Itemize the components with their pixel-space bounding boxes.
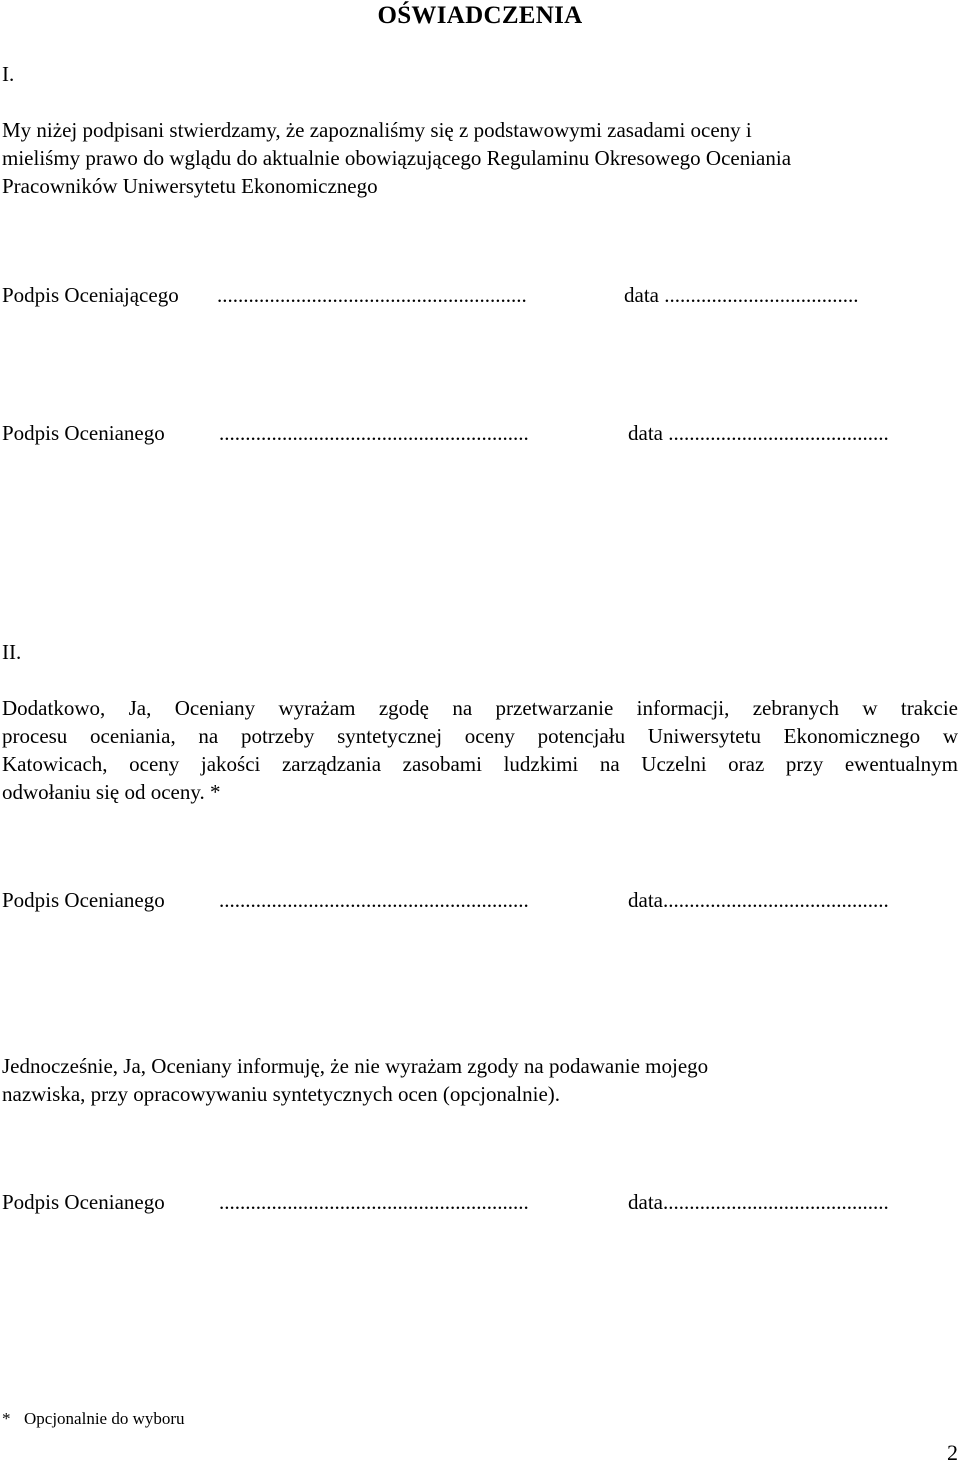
paragraph-line: procesu oceniania, na potrzeby syntetycznej oceny potencjału Uniwersytetu Ekonomicznego w xyxy=(2,724,958,748)
signature-line-opt-out[interactable]: ........................................................... xyxy=(219,1190,529,1214)
paragraph-line: Jednocześnie, Ja, Oceniany informuję, że nie wyrażam zgody na podawanie mojego xyxy=(2,1054,709,1078)
paragraph-line: Dodatkowo, Ja, Oceniany wyrażam zgodę na przetwarzanie informacji, zebranych w trakcie xyxy=(2,696,958,720)
date-field-evaluator[interactable] xyxy=(624,283,858,308)
date-label: data ............... xyxy=(628,421,747,445)
paragraph-line: nazwiska, przy opracowywaniu syntetycznych ocen (opcjonalnie). xyxy=(2,1082,561,1106)
signature-line-evaluator[interactable]: ........................................................... xyxy=(217,283,527,307)
date-dots: ...................... xyxy=(742,283,859,307)
section-1-number: I. xyxy=(2,62,15,86)
signature-line-evaluated[interactable]: ........................................................... xyxy=(219,421,529,445)
paragraph-line: My niżej podpisani stwierdzamy, że zapoznaliśmy się z podstawowymi zasadami oceny i xyxy=(2,118,752,142)
section-2-number: II. xyxy=(2,640,22,664)
section-1-paragraph xyxy=(2,116,958,200)
date-field-opt-out[interactable]: data........................................... xyxy=(628,1190,889,1214)
signature-label-consent: Podpis Ocenianego xyxy=(2,888,165,912)
paragraph-line: Katowicach, oceny jakości zarządzania zasobami ludzkimi na Uczelni oraz przy ewentualnym xyxy=(2,752,958,776)
date-field-consent[interactable]: data........................................... xyxy=(628,888,889,912)
signature-label-opt-out: Podpis Ocenianego xyxy=(2,1190,165,1214)
signature-label-evaluated: Podpis Ocenianego xyxy=(2,421,165,445)
page-title: OŚWIADCZENIA xyxy=(377,2,583,29)
footnote-text: Opcjonalnie do wyboru xyxy=(24,1409,185,1428)
paragraph-line: mieliśmy prawo do wglądu do aktualnie obowiązującego Regulaminu Okresowego Oceniania xyxy=(2,146,792,170)
paragraph-line: Pracowników Uniwersytetu Ekonomicznego xyxy=(2,174,378,198)
date-field-evaluated[interactable] xyxy=(628,421,889,446)
footnote xyxy=(2,1409,185,1429)
date-dots: ........................... xyxy=(746,421,889,445)
date-label: data ............... xyxy=(624,283,743,307)
signature-line-consent[interactable]: ........................................................... xyxy=(219,888,529,912)
footnote-marker: * xyxy=(2,1409,11,1428)
paragraph-line: odwołaniu się od oceny. * xyxy=(2,780,221,804)
section-2-opt-out-paragraph xyxy=(2,1052,958,1108)
page-number: 2 xyxy=(947,1440,958,1465)
section-2-paragraph xyxy=(2,694,958,806)
signature-label-evaluator: Podpis Oceniającego xyxy=(2,283,179,307)
